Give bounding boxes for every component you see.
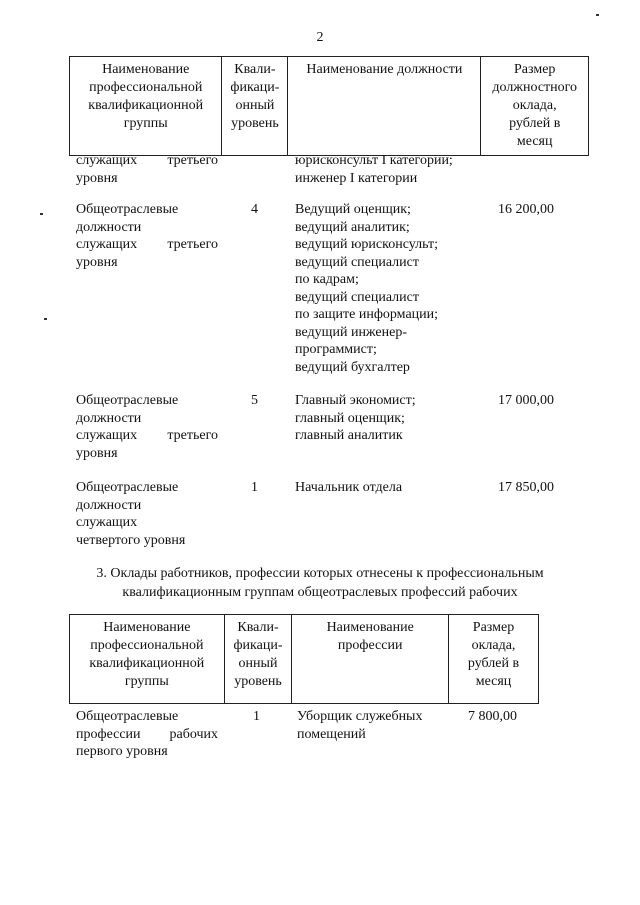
position-line: ведущий специалист <box>295 254 419 270</box>
positions-cell <box>295 152 495 187</box>
position-line: главный оценщик; <box>295 410 405 426</box>
header-line: месяц <box>475 674 512 689</box>
header-line: оклада, <box>471 638 516 653</box>
header-line: Наименование <box>326 620 414 635</box>
position-line: программист; <box>295 342 377 357</box>
position-line: главный аналитик <box>295 428 403 443</box>
scan-speck <box>44 318 47 320</box>
header-line: фикаци- <box>230 80 280 95</box>
header-line: Размер <box>514 62 556 77</box>
group-cell <box>76 201 218 271</box>
group-line: должности <box>76 410 142 426</box>
position-line: ведущий специалист <box>295 289 419 305</box>
header-line: Квали- <box>237 620 279 635</box>
scan-speck <box>40 213 43 215</box>
salary-cell: 17 000,00 <box>498 393 554 408</box>
header-line: оклада, <box>512 98 557 113</box>
group-cell <box>76 708 218 761</box>
header-line: уровень <box>231 116 279 131</box>
header-line: Наименование должности <box>306 62 463 77</box>
table2-header <box>69 614 539 704</box>
header-line: онный <box>235 98 275 113</box>
table1-header-level <box>222 57 288 156</box>
group-cell <box>76 479 218 549</box>
group-line: служащих третьего <box>76 153 218 168</box>
group-line: профессии рабочих <box>76 726 218 742</box>
table1-header <box>69 56 589 156</box>
group-line: служащих третьего <box>76 237 218 252</box>
positions-cell <box>295 201 495 376</box>
position-line: ведущий аналитик; <box>295 219 410 235</box>
table1-header-group <box>70 57 222 156</box>
positions-cell <box>297 708 457 743</box>
group-line: первого уровня <box>76 744 168 759</box>
section-title <box>60 564 580 602</box>
header-line: Наименование <box>102 62 190 77</box>
position-line: Главный экономист; <box>295 393 416 408</box>
salary-cell: 16 200,00 <box>498 202 554 217</box>
group-cell <box>76 152 218 187</box>
group-line: четвертого уровня <box>76 532 186 548</box>
table2-header-salary <box>449 615 539 704</box>
positions-cell <box>295 392 495 445</box>
level-cell: 5 <box>251 393 258 408</box>
header-line: онный <box>238 656 278 671</box>
header-line: профессиональной <box>90 638 204 653</box>
position-line: инженер I категории <box>295 170 418 186</box>
group-line: должности <box>76 219 142 235</box>
position-line: юрисконсульт I категории; <box>295 153 453 168</box>
position-line: ведущий бухгалтер <box>295 359 410 375</box>
header-line: профессиональной <box>89 80 203 95</box>
group-cell <box>76 392 218 462</box>
section-title-line: 3. Оклады работников, профессии которых отнесены к профессиональным <box>96 566 544 581</box>
position-line: Уборщик служебных <box>297 709 423 724</box>
table2-header-group <box>70 615 225 704</box>
level-cell: 4 <box>251 202 258 217</box>
header-line: должностного <box>492 80 578 95</box>
header-line: группы <box>124 674 169 689</box>
header-line: группы <box>123 116 168 131</box>
table1-header-salary <box>481 57 589 156</box>
header-line: Квали- <box>234 62 276 77</box>
header-line: рублей в <box>509 116 561 131</box>
level-cell: 1 <box>253 709 260 724</box>
group-line: Общеотраслевые <box>76 393 179 408</box>
position-line: по защите информации; <box>295 307 439 322</box>
header-line: фикаци- <box>233 638 283 653</box>
group-line: уровня <box>76 254 118 270</box>
header-line: квалификационной <box>89 656 205 671</box>
header-line: квалификационной <box>88 98 204 113</box>
table2-header-profession <box>292 615 449 704</box>
header-line: профессии <box>337 638 403 653</box>
group-line: должности <box>76 497 142 513</box>
group-line: уровня <box>76 170 118 186</box>
table1-header-position <box>288 57 481 156</box>
position-line: помещений <box>297 726 366 742</box>
scan-speck <box>596 14 599 16</box>
header-line: Размер <box>472 620 515 635</box>
group-line: служащих <box>76 515 138 530</box>
positions-cell <box>295 479 495 497</box>
salary-cell: 17 850,00 <box>498 480 554 495</box>
level-cell: 1 <box>251 480 258 495</box>
header-line: уровень <box>234 674 282 689</box>
header-line: месяц <box>516 134 553 149</box>
group-line: Общеотраслевые <box>76 480 179 495</box>
salary-cell: 7 800,00 <box>468 709 517 724</box>
position-line: по кадрам; <box>295 272 359 287</box>
group-line: Общеотраслевые <box>76 709 179 724</box>
header-line: Наименование <box>103 620 191 635</box>
position-line: Ведущий оценщик; <box>295 202 411 217</box>
group-line: Общеотраслевые <box>76 202 179 217</box>
position-line: ведущий инженер- <box>295 324 407 340</box>
position-line: Начальник отдела <box>295 480 403 495</box>
group-line: служащих третьего <box>76 428 218 443</box>
group-line: уровня <box>76 445 118 461</box>
table2-header-level <box>224 615 292 704</box>
header-line: рублей в <box>467 656 520 671</box>
page-number: 2 <box>316 30 324 45</box>
position-line: ведущий юрисконсульт; <box>295 237 438 252</box>
section-title-line: квалификационным группам общеотраслевых профессий рабочих <box>122 585 518 600</box>
